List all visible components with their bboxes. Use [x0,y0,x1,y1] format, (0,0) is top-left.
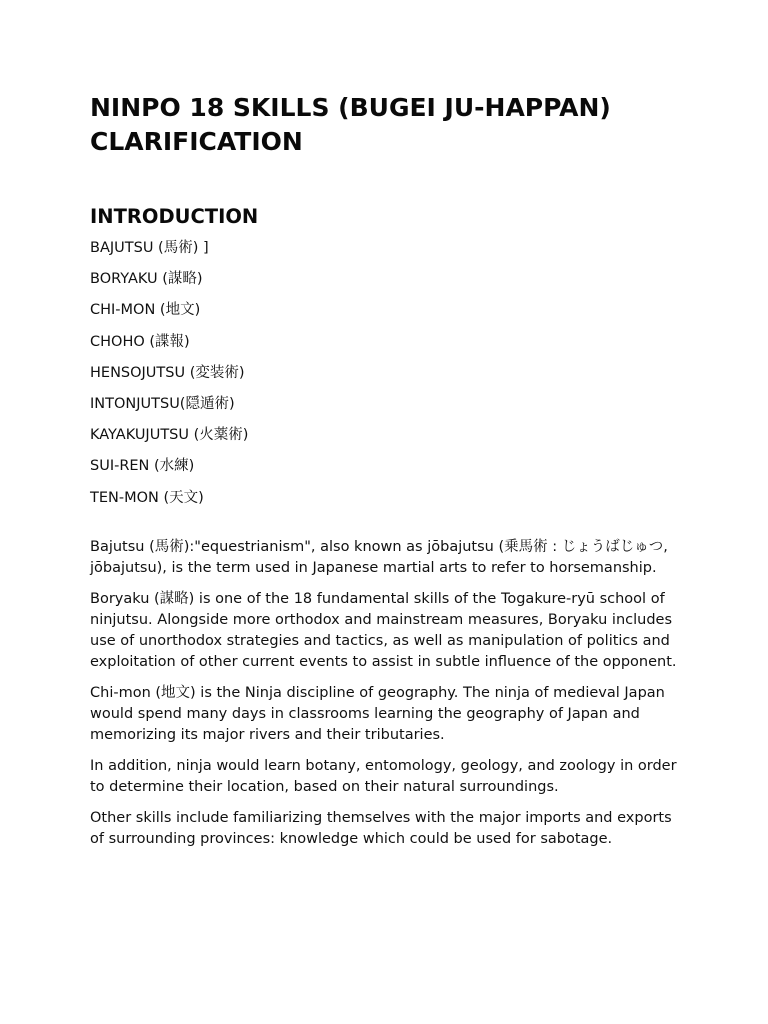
skill-item-chi-mon: CHI-MON (地文) [90,302,201,319]
skill-item-choho: CHOHO (諜報) [90,333,190,350]
paragraph-natural-sciences: In addition, ninja would learn botany, entomology, geology, and zoology in order to determine their location, based on their natural surroundings. [90,757,677,795]
document-title: NINPO 18 SKILLS (BUGEI JU-HAPPAN) CLARIFICATION [90,93,611,156]
paragraph-chi-mon: Chi-mon (地文) is the Ninja discipline of geography. The ninja of medieval Japan would spend many days in classrooms learning the geography of Japan and memorizing its major rivers and their tributaries. [90,684,665,743]
skill-item-kayakujutsu: KAYAKUJUTSU (火薬術) [90,427,249,444]
skill-item-sui-ren: SUI-REN (水練) [90,458,195,475]
skill-item-ten-mon: TEN-MON (天文) [90,489,204,506]
paragraph-imports-exports: Other skills include familiarizing themselves with the major imports and exports of surrounding provinces: knowledge which could be used for sabotage. [90,809,672,847]
skill-list [90,239,680,508]
body-text [90,537,680,850]
paragraph-boryaku: Boryaku (謀略) is one of the 18 fundamental skills of the Togakure-ryū school of ninjutsu. Alongside more orthodox and mainstream measures, Boryaku includes use of unorthodox strategies and tactics, as well as manipulation of politics and exploitation of other current events to assist in subtle influence of the opponent. [90,590,677,670]
skill-item-intonjutsu: INTONJUTSU(隠遁術) [90,395,235,412]
paragraph-bajutsu: Bajutsu (馬術):"equestrianism", also known as jōbajutsu (乗馬術 : じょうばじゅつ, jōbajutsu), is the term used in Japanese martial arts to refer to horsemanship. [90,538,668,576]
skill-item-boryaku: BORYAKU (謀略) [90,271,203,288]
skill-item-hensojutsu: HENSOJUTSU (変装術) [90,364,245,381]
document-page [90,91,680,860]
introduction-heading: INTRODUCTION [90,205,259,228]
skill-item-bajutsu: BAJUTSU (馬術) ] [90,240,209,256]
